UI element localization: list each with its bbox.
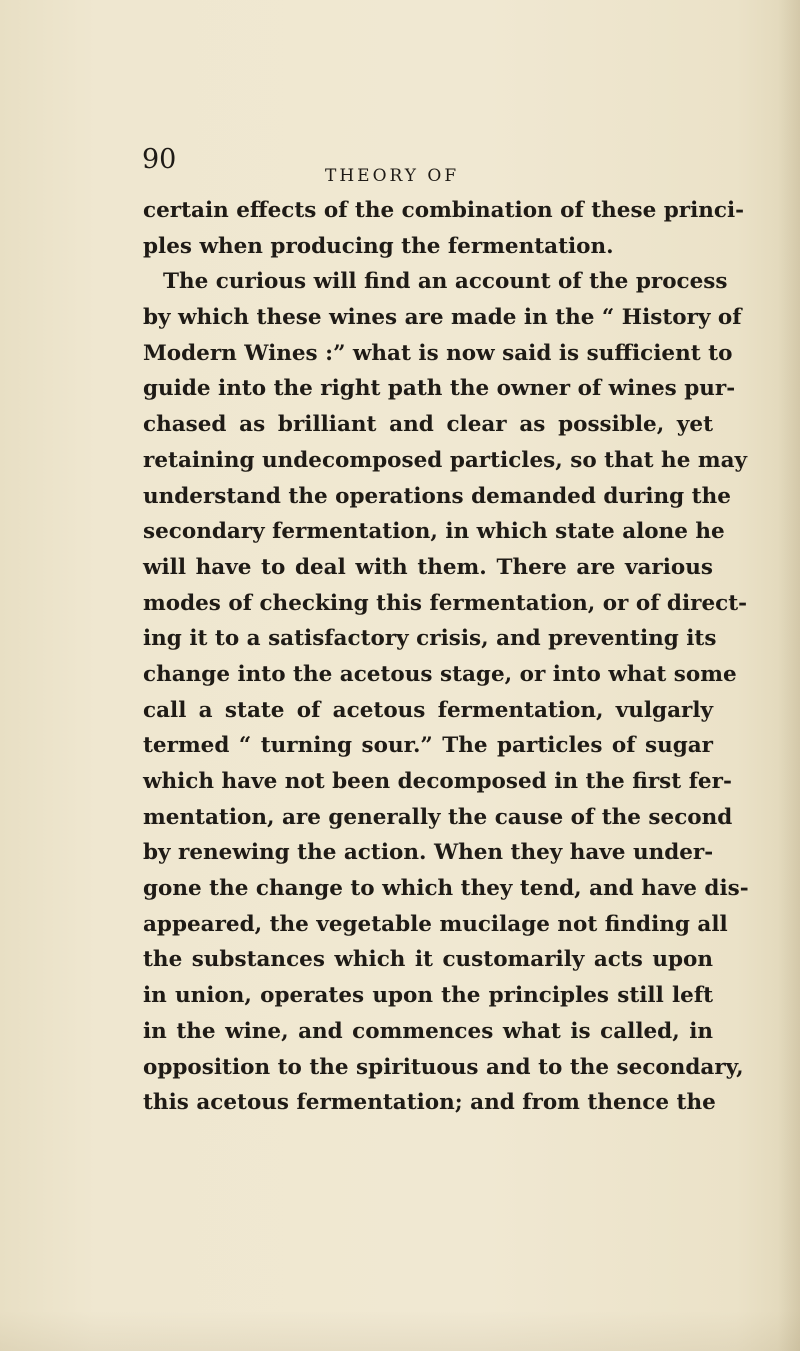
text-line: gone the change to which they tend, and have dis- — [143, 876, 749, 902]
text-line: call a state of acetous fermentation, vulgarly — [143, 697, 713, 723]
text-line: chased as brilliant and clear as possible, yet — [143, 412, 713, 438]
text-line: retaining undecomposed particles, so that he may — [143, 447, 748, 473]
running-head: THEORY OF — [325, 166, 460, 186]
page-number: 90 — [142, 144, 177, 175]
text-line: modes of checking this fermentation, or of direct- — [143, 590, 748, 616]
text-line: will have to deal with them. There are various — [143, 554, 713, 580]
text-line: in union, operates upon the principles still left — [143, 983, 713, 1009]
text-line: ing it to a satisfactory crisis, and preventing its — [143, 626, 717, 652]
text-line: Modern Wines :” what is now said is sufficient to — [143, 340, 733, 366]
text-line: appeared, the vegetable mucilage not finding all — [143, 911, 728, 937]
text-line: guide into the right path the owner of wines pur- — [143, 376, 736, 402]
text-line: by which these wines are made in the “ History of — [143, 305, 742, 331]
text-line: opposition to the spirituous and to the secondary, — [143, 1054, 744, 1080]
page-bottom-edge — [0, 1311, 800, 1351]
text-line: this acetous fermentation; and from thence the — [143, 1090, 716, 1116]
text-line: which have not been decomposed in the first fer- — [143, 769, 732, 794]
text-line: understand the operations demanded during the — [143, 483, 731, 509]
text-line: by renewing the action. When they have under- — [143, 840, 714, 866]
text-line: secondary fermentation, in which state alone he — [143, 519, 725, 545]
text-line: ples when producing the fermentation. — [143, 233, 614, 259]
text-line: the substances which it customarily acts upon — [143, 947, 713, 973]
page-edge-shadow — [778, 0, 800, 1351]
text-line: mentation, are generally the cause of the second — [143, 804, 733, 830]
text-line: certain effects of the combination of these princi- — [143, 198, 745, 223]
body-text — [143, 193, 749, 1121]
text-line: change into the acetous stage, or into what some — [143, 661, 737, 687]
text-line: termed “ turning sour.” The particles of sugar — [143, 733, 713, 759]
text-line: The curious will find an account of the process — [163, 269, 728, 295]
text-line: in the wine, and commences what is called, in — [143, 1018, 713, 1044]
